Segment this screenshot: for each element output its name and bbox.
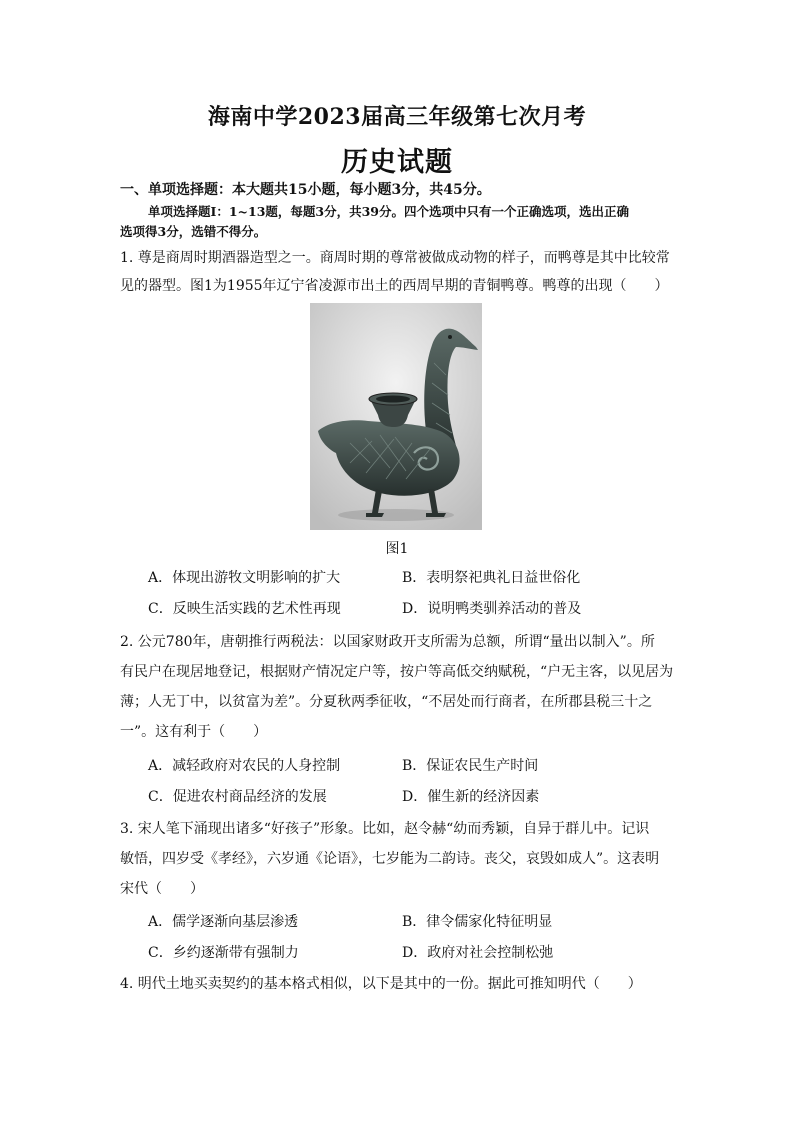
question-2-line-3: 薄；人无丁中，以贫富为差”。分夏秋两季征收，“不居处而行商者，在所郡县税三十之 bbox=[120, 694, 653, 710]
bronze-duck-zun-image bbox=[310, 303, 482, 530]
question-3-option-c[interactable]: C．乡约逐渐带有强制力 bbox=[148, 945, 299, 961]
question-1-option-a[interactable]: A．体现出游牧文明影响的扩大 bbox=[148, 570, 341, 586]
question-3-option-d[interactable]: D．政府对社会控制松弛 bbox=[402, 945, 554, 961]
question-2-option-c[interactable]: C．促进农村商品经济的发展 bbox=[148, 789, 327, 805]
question-2-line-1: 2. 公元780年，唐朝推行两税法：以国家财政开支所需为总额，所谓“量出以制入”。所 bbox=[120, 634, 655, 650]
question-2-line-4: 一”。这有利于（ ） bbox=[120, 724, 268, 740]
question-4-line-1: 4. 明代土地买卖契约的基本格式相似，以下是其中的一份。据此可推知明代（ ） bbox=[120, 976, 642, 992]
figure-1-caption: 图1 bbox=[385, 541, 409, 557]
question-1-option-d[interactable]: D．说明鸭类驯养活动的普及 bbox=[402, 601, 582, 617]
question-2-option-a[interactable]: A．减轻政府对农民的人身控制 bbox=[148, 758, 341, 774]
question-3-line-2: 敏悟，四岁受《孝经》，六岁通《论语》，七岁能为二韵诗。丧父，哀毁如成人”。这表明 bbox=[120, 851, 660, 867]
question-1-option-c[interactable]: C．反映生活实践的艺术性再现 bbox=[148, 601, 341, 617]
question-2-line-2: 有民户在现居地登记，根据财产情况定户等，按户等高低交纳赋税，“户无主客，以见居为 bbox=[120, 664, 674, 680]
question-3-option-a[interactable]: A．儒学逐渐向基层渗透 bbox=[148, 914, 299, 930]
section-instructions-line-1: 单项选择题Ⅰ：1~13题，每题3分，共39分。四个选项中只有一个正确选项，选出正确 bbox=[148, 204, 630, 219]
section-heading: 一、单项选择题：本大题共15小题，每小题3分，共45分。 bbox=[120, 182, 491, 198]
question-3-line-3: 宋代（ ） bbox=[120, 881, 204, 897]
question-1-line-1: 1. 尊是商周时期酒器造型之一。商周时期的尊常被做成动物的样子，而鸭尊是其中比较常 bbox=[120, 250, 670, 266]
question-3-option-b[interactable]: B．律令儒家化特征明显 bbox=[402, 914, 553, 930]
question-3-line-1: 3. 宋人笔下涌现出诸多“好孩子”形象。比如，赵令赫“幼而秀颖，自异于群儿中。记识 bbox=[120, 821, 650, 837]
exam-title: 海南中学2023届高三年级第七次月考 bbox=[207, 104, 587, 130]
section-instructions-line-2: 选项得3分，选错不得分。 bbox=[120, 224, 267, 239]
question-2-option-b[interactable]: B．保证农民生产时间 bbox=[402, 758, 539, 774]
question-1-option-b[interactable]: B．表明祭祀典礼日益世俗化 bbox=[402, 570, 581, 586]
question-1-line-2: 见的器型。图1为1955年辽宁省凌源市出土的西周早期的青铜鸭尊。鸭尊的出现（ ） bbox=[120, 278, 669, 294]
exam-subject-title: 历史试题 bbox=[341, 147, 453, 178]
question-2-option-d[interactable]: D．催生新的经济因素 bbox=[402, 789, 540, 805]
